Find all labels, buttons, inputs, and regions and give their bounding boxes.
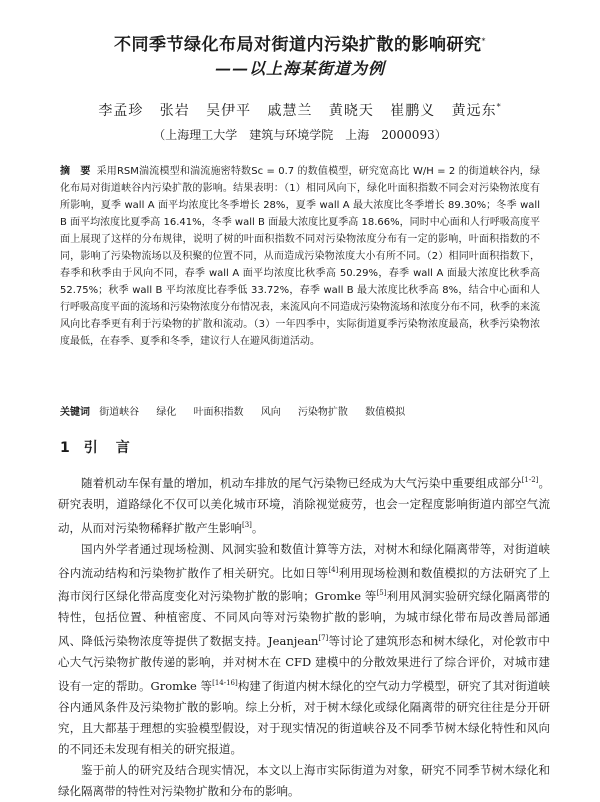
text-run: 。研究表明，道路绿化不仅可以美化城市环境，消除视觉疲劳，也会一定程度影响街道内部空气流动，从而对污染物稀释扩散产生影响 bbox=[58, 475, 551, 535]
keyword: 街道峡谷 bbox=[99, 407, 140, 418]
author-list bbox=[70, 100, 530, 120]
citation: [3] bbox=[242, 520, 252, 529]
abstract-text: 采用RSM湍流模型和湍流施密特数Sc = 0.7 的数值模型，研究宽高比 W/H = 2 的街道峡谷内，绿化布局对街道峡谷内污染扩散的影响。结果表明：（1）相同风向下，绿化叶面积指数不同会对污染物浓度有所影响，夏季 wall A 面平均浓度比冬季增长 28%，夏季 wall A 最大浓度比冬季增长 89.30%；冬季 wall B 面平均浓度比夏季高 16.41%，冬季 wall B 面最大浓度比夏季高 18.66%，同时中心面和人行呼吸高度平面上展现了这样的分布规律，说明了树的叶面积指数不同对污染物浓度分布有一定的影响，叶面积指数的不同，影响了污染物流场以及积聚的位置不同，从而造成污染物浓度大小有所不同。（2）相同叶面积指数下，春季和秋季由于风向不同，春季 wall A 面平均浓度比秋季高 50.29%，春季 wall A 面最大浓度比秋季高 52.75%；秋季 wall B 平均浓度比春季低 33.72%，春季 wall B 最大浓度比秋季高 8%，结合中心面和人行呼吸高度平面的流场和污染物浓度分布情况表，来流风向不同造成污染物流场和浓度分布不同，秋季的来流风向比春季更有利于污染物的扩散和流动。（3）一年四季中，实际街道夏季污染物浓度最高，秋季污染物浓度最低，在春季、夏季和冬季，建议行人在避风街道活动。 bbox=[60, 166, 541, 347]
citation: [14-16] bbox=[212, 679, 238, 688]
keyword: 数值模拟 bbox=[365, 407, 406, 418]
text-run: 随着机动车保有量的增加，机动车排放的尾气污染物已经成为大气污染中重要组成部分 bbox=[81, 475, 522, 490]
keyword: 风向 bbox=[260, 407, 281, 418]
section-title: 引 言 bbox=[83, 440, 132, 456]
author: 李孟珍 bbox=[98, 103, 144, 119]
author: 张岩 bbox=[159, 103, 190, 119]
citation: [7] bbox=[318, 634, 329, 643]
paper-title bbox=[40, 30, 560, 55]
text-run: 。 bbox=[251, 520, 264, 535]
citation: [1-2] bbox=[521, 476, 539, 484]
paragraph bbox=[58, 470, 550, 539]
author: 崔鹏义 bbox=[390, 103, 436, 119]
keyword: 污染物扩散 bbox=[297, 407, 348, 418]
text-run: 鉴于前人的研究及结合现实情况，本文以上海市实际街道为对象，研究不同季节树木绿化和绿化隔离带的特性对污染物扩散和分布的影响。 bbox=[58, 762, 550, 798]
paragraph bbox=[58, 760, 550, 802]
paper-subtitle: ——以上海某街道为例 bbox=[214, 59, 385, 78]
author: 戚慧兰 bbox=[267, 103, 313, 119]
citation: [4] bbox=[328, 565, 339, 574]
affiliation: （上海理工大学 建筑与环境学院 上海 2000093） bbox=[153, 128, 447, 142]
keyword: 叶面积指数 bbox=[193, 407, 244, 418]
author: 黄远东 bbox=[451, 103, 497, 119]
text-run: 利用现场检测和数值模拟的方法研究了上海市闵行区绿化带高度变化对污染物扩散的影响；Gromke 等 bbox=[58, 565, 551, 604]
author: 吴伊平 bbox=[206, 103, 252, 119]
title-footnote-mark: * bbox=[481, 36, 486, 46]
section-number: 1 bbox=[60, 440, 72, 456]
text-run: 利用风洞实验研究绿化隔离带的特性，包括位置、种植密度、不同风向等对污染物扩散的影响，为城市绿化带布局改善局部通风、降低污染物浓度等提供了数据支持。Jeanjean bbox=[58, 589, 550, 649]
citation: [5] bbox=[376, 589, 387, 598]
abstract-label: 摘 要 bbox=[60, 166, 91, 177]
abstract bbox=[60, 163, 540, 350]
text-run: 等讨论了建筑形态和树木绿化，对伦敦市中心大气污染物扩散传递的影响，并对树木在 CFD 建模中的分散效果进行了综合评价，对城市建设有一定的帮助。Gromke 等 bbox=[58, 634, 550, 693]
text-run: 国内外学者通过现场检测、风洞实验和数值计算等方法，对树木和绿化隔离带等，对街道峡谷内流动结构和污染物扩散作了相关研究。比如日等 bbox=[58, 541, 550, 580]
paragraph bbox=[58, 539, 550, 760]
keywords-label: 关键词 bbox=[60, 407, 90, 418]
section-heading bbox=[60, 437, 132, 457]
corresponding-author-mark: * bbox=[496, 102, 502, 112]
title-text: 不同季节绿化布局对街道内污染扩散的影响研究 bbox=[114, 35, 482, 55]
author: 黄晓天 bbox=[328, 103, 374, 119]
keyword: 绿化 bbox=[156, 407, 177, 418]
keywords bbox=[60, 404, 540, 421]
text-run: 构建了街道内树木绿化的空气动力学模型，研究了其对街道峡谷内通风条件及污染物扩散的影响。综上分析，对于树木绿化或绿化隔离带的研究往往是分开研究，且大都基于理想的实验模型假设，对于现实情况的街道峡谷及不同季节树木绿化特性和风向的不同还未发现有相关的研究报道。 bbox=[58, 678, 550, 756]
body-text bbox=[58, 470, 550, 802]
